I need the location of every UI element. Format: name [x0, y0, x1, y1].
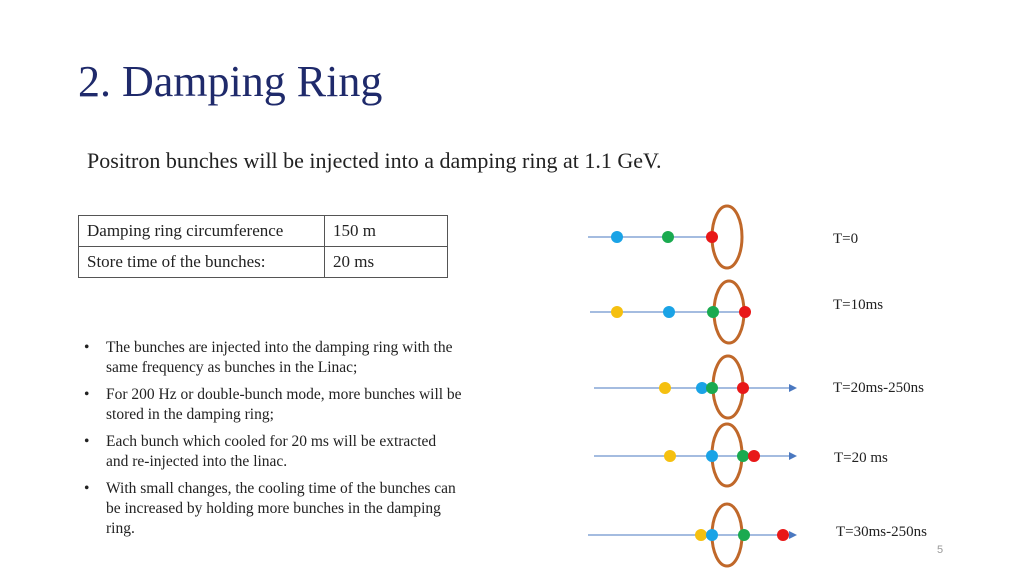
table-cell: 20 ms — [325, 247, 448, 278]
bunch-green — [738, 529, 750, 541]
time-label: T=30ms-250ns — [836, 524, 927, 540]
bunch-yellow — [611, 306, 623, 318]
bunch-red — [737, 382, 749, 394]
list-item: • With small changes, the cooling time of the bunches can be increased by holding more bunches in the damping ring. — [82, 479, 462, 539]
bunch-blue — [706, 529, 718, 541]
table-cell: Damping ring circumference — [79, 216, 325, 247]
bunch-red — [739, 306, 751, 318]
diagram-row-t20ms-250ns — [594, 356, 924, 418]
bunch-yellow — [695, 529, 707, 541]
table-cell: 150 m — [325, 216, 448, 247]
time-label: T=20 ms — [834, 450, 888, 466]
time-label: T=10ms — [833, 297, 884, 313]
bunch-blue — [706, 450, 718, 462]
bunch-green — [662, 231, 674, 243]
list-item: • The bunches are injected into the damping ring with the same frequency as bunches in the Linac; — [82, 338, 462, 378]
bunch-red — [706, 231, 718, 243]
list-item: • For 200 Hz or double-bunch mode, more bunches will be stored in the damping ring; — [82, 385, 462, 425]
diagram-row-t30ms-250ns — [588, 504, 927, 566]
bunch-green — [706, 382, 718, 394]
list-item: • Each bunch which cooled for 20 ms will be extracted and re-injected into the linac. — [82, 432, 462, 472]
diagram-row-t20ms — [594, 424, 888, 486]
table-cell: Store time of the bunches: — [79, 247, 325, 278]
bunch-green — [737, 450, 749, 462]
slide-title: 2. Damping Ring — [78, 57, 383, 106]
time-label: T=20ms-250ns — [833, 380, 924, 396]
bunch-yellow — [659, 382, 671, 394]
bunch-green — [707, 306, 719, 318]
slide-subtitle: Positron bunches will be injected into a damping ring at 1.1 GeV. — [87, 148, 662, 173]
bunch-blue — [663, 306, 675, 318]
diagram-row-t0 — [588, 206, 858, 268]
bunch-blue — [611, 231, 623, 243]
diagram-row-t10ms — [590, 281, 883, 343]
bunch-yellow — [664, 450, 676, 462]
time-label: T=0 — [833, 231, 859, 247]
bunch-red — [777, 529, 789, 541]
bunch-red — [748, 450, 760, 462]
page-number: 5 — [937, 544, 944, 556]
